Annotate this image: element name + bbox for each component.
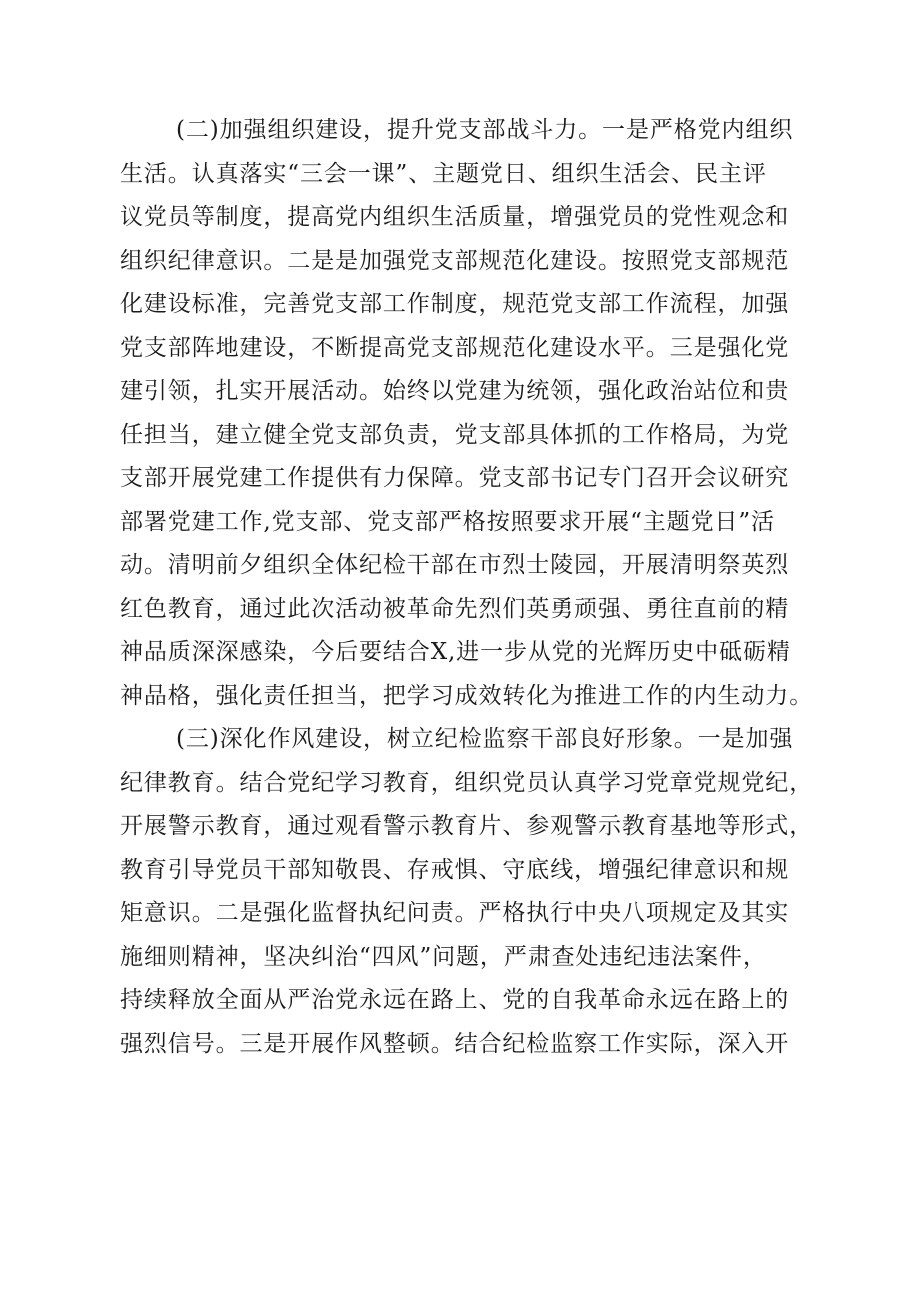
text-line: 动。清明前夕组织全体纪检干部在市烈士陵园，开展清明祭英烈 — [120, 552, 790, 578]
paragraph-section-2 — [120, 109, 814, 718]
paragraph-section-3 — [120, 718, 814, 1066]
text-line: 开展警示教育，通过观看警示教育片、参观警示教育基地等形式， — [120, 813, 814, 839]
text-line: 生活。认真落实“三会一课”、主题党日、组织生活会、民主评 — [120, 160, 767, 187]
text-line: 红色教育，通过此次活动被革命先烈们英勇顽强、勇往直前的精 — [120, 595, 790, 622]
text-line: 支部开展党建工作提供有力保障。党支部书记专门召开会议研究 — [120, 465, 790, 491]
text-line: 议党员等制度，提高党内组织生活质量，增强党员的党性观念和 — [120, 204, 790, 230]
text-line: 持续释放全面从严治党永远在路上、党的自我革命永远在路上的 — [120, 987, 790, 1013]
text-line: 部署党建工作,党支部、党支部严格按照要求开展“主题党日”活 — [120, 508, 775, 535]
text-line: (二)加强组织建设，提升党支部战斗力。一是严格党内组织 — [176, 117, 794, 143]
text-line: 建引领，扎实开展活动。始终以党建为统领，强化政治站位和贵 — [120, 378, 790, 404]
text-line: 施细则精神，坚决纠治“四风”问题，严肃查处违纪违法案件， — [120, 943, 767, 970]
text-line: 组织纪律意识。二是是加强党支部规范化建设。按照党支部规范 — [120, 247, 790, 274]
text-line: 强烈信号。三是开展作风整顿。结合纪检监察工作实际，深入开 — [120, 1030, 790, 1057]
document-body — [120, 109, 814, 1066]
text-line: 党支部阵地建设，不断提高党支部规范化建设水平。三是强化党 — [120, 334, 790, 361]
text-line: (三)深化作风建设，树立纪检监察干部良好形象。一是加强 — [176, 726, 794, 752]
text-line: 矩意识。二是强化监督执纪问责。严格执行中央八项规定及其实 — [120, 900, 790, 926]
text-line: 纪律教育。结合党纪学习教育，组织党员认真学习党章党规党纪， — [120, 769, 814, 796]
text-line: 化建设标准，完善党支部工作制度，规范党支部工作流程，加强 — [120, 291, 790, 317]
text-line: 任担当，建立健全党支部负责，党支部具体抓的工作格局，为党 — [120, 421, 790, 448]
text-line: 神品质深深感染，今后要结合X,进一步从党的光辉历史中砥砺精 — [120, 639, 791, 665]
text-line: 神品格，强化责任担当，把学习成效转化为推进工作的内生动力。 — [120, 682, 814, 709]
text-line: 教育引导党员干部知敬畏、存戒惧、守底线，增强纪律意识和规 — [120, 856, 790, 883]
